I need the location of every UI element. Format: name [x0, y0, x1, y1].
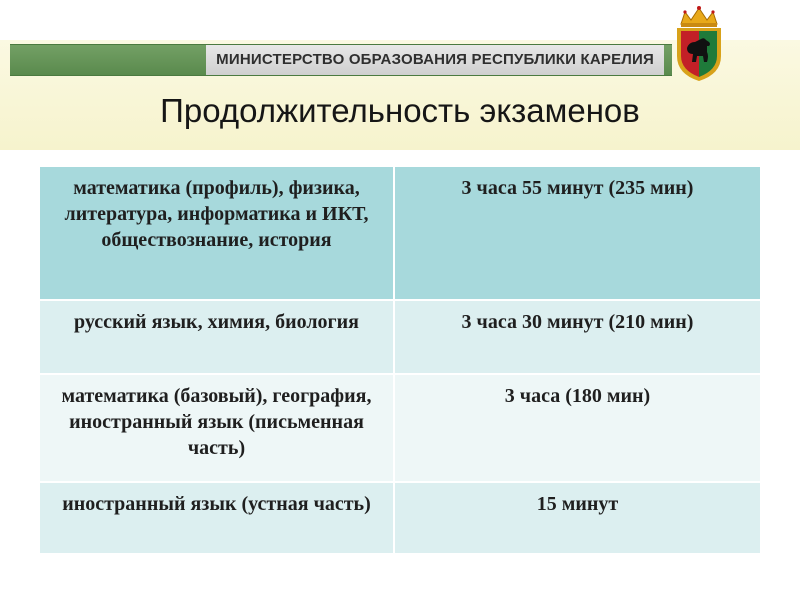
exam-duration-table [40, 167, 760, 555]
duration-cell: 3 часа 55 минут (235 мин) [394, 167, 760, 300]
slide-title: Продолжительность экзаменов [160, 92, 640, 129]
table-row [40, 482, 760, 554]
subjects-cell: математика (базовый), география, иностранный язык (письменная часть) [40, 374, 394, 482]
table-row [40, 167, 760, 300]
ministry-name: МИНИСТЕРСТВО ОБРАЗОВАНИЯ РЕСПУБЛИКИ КАРЕЛИЯ [206, 45, 664, 75]
duration-cell: 3 часа 30 минут (210 мин) [394, 300, 760, 374]
subjects-cell: иностранный язык (устная часть) [40, 482, 394, 554]
duration-cell: 3 часа (180 мин) [394, 374, 760, 482]
subjects-cell: русский язык, химия, биология [40, 300, 394, 374]
karelia-coat-of-arms-icon [671, 4, 727, 82]
subjects-cell: математика (профиль), физика, литература, информатика и ИКТ, обществознание, история [40, 167, 394, 300]
ministry-bar [10, 44, 672, 76]
table-row [40, 300, 760, 374]
duration-cell: 15 минут [394, 482, 760, 554]
table-row [40, 374, 760, 482]
